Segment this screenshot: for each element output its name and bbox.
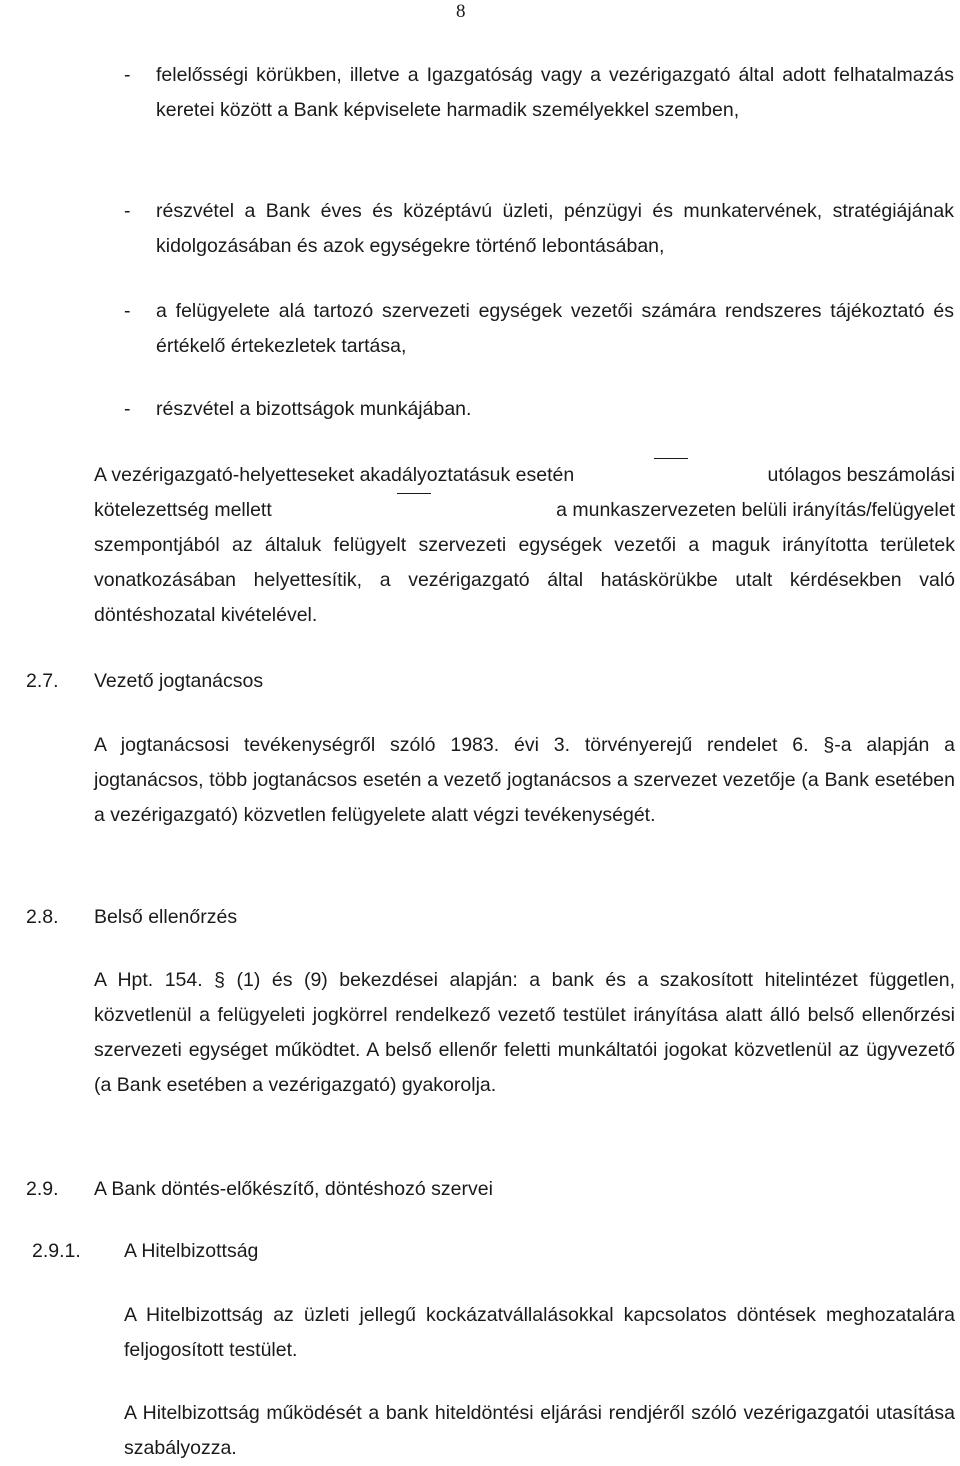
list-item-text: részvétel a Bank éves és középtávú üzleti, pénzügyi és munkatervének, stratégiájának kidolgozásában és azok egységekre történő lebontásában, bbox=[156, 200, 954, 257]
section-title: Belső ellenőrzés bbox=[94, 906, 238, 928]
section-paragraph: A jogtanácsosi tevékenységről szóló 1983. évi 3. törvényerejű rendelet 6. §-a alapján a jogtanácsos, több jogtanácsos esetén a vezető jogtanácsos a szervezet vezetője (a Bank esetében a vezérigazgató) közvetlen felügyelete alatt végzi tevékenységét. bbox=[94, 734, 955, 826]
paragraph-text: A vezérigazgató-helyetteseket akadályoztatásuk esetén bbox=[94, 464, 575, 486]
section-title: A Hitelbizottság bbox=[124, 1240, 259, 1262]
paragraph-text: szempontjából az általuk felügyelt szervezeti egységek vezetői a maguk irányította területek vonatkozásában helyettesítik, a vezérigazgató által hatáskörükbe utalt kérdésekben való döntéshozatal kivételével. bbox=[94, 534, 955, 626]
list-item-text: a felügyelete alá tartozó szervezeti egységek vezetői számára rendszeres tájékoztató és értékelő értekezletek tartása, bbox=[156, 300, 954, 357]
list-bullet: - bbox=[124, 300, 131, 322]
paragraph-line bbox=[94, 493, 955, 528]
paragraph-text: a munkaszervezeten belüli irányítás/felügyelet bbox=[556, 499, 955, 521]
section-number: 2.8. bbox=[26, 906, 59, 928]
page-number: 8 bbox=[456, 1, 466, 22]
list-item bbox=[124, 194, 954, 264]
list-item bbox=[124, 392, 954, 427]
list-item-text: részvétel a bizottságok munkájában. bbox=[156, 398, 472, 420]
dash-mark bbox=[397, 493, 431, 528]
paragraph-text: utólagos beszámolási bbox=[767, 464, 955, 486]
section-number: 2.9. bbox=[26, 1178, 59, 1200]
section-paragraph: A Hpt. 154. § (1) és (9) bekezdései alapján: a bank és a szakosított hitelintézet független, közvetlenül a felügyeleti jogkörrel rendelkező vezető testület irányítása alatt álló belső ellenőrzési szervezeti egységet működtet. A belső ellenőr feletti munkáltatói jogokat közvetlenül az ügyvezető (a Bank esetében a vezérigazgató) gyakorolja. bbox=[94, 969, 955, 1096]
section-number: 2.7. bbox=[26, 670, 59, 692]
section-paragraph: A Hitelbizottság működését a bank hiteldöntési eljárási rendjéről szóló vezérigazgatói utasítása szabályozza. bbox=[124, 1402, 955, 1459]
section-paragraph: A Hitelbizottság az üzleti jellegű kockázatvállalásokkal kapcsolatos döntések meghozatalára feljogosított testület. bbox=[124, 1304, 955, 1361]
list-bullet: - bbox=[124, 64, 131, 86]
section-number: 2.9.1. bbox=[32, 1240, 81, 1262]
list-item-text: felelősségi körükben, illetve a Igazgatóság vagy a vezérigazgató által adott felhatalmazás keretei között a Bank képviselete harmadik személyekkel szemben, bbox=[156, 64, 954, 121]
paragraph-line bbox=[94, 458, 955, 493]
paragraph-deputies bbox=[94, 458, 955, 633]
section-title: Vezető jogtanácsos bbox=[94, 670, 264, 692]
list-item bbox=[124, 294, 954, 364]
list-item bbox=[124, 58, 954, 128]
dash-mark bbox=[654, 458, 688, 493]
paragraph-text: kötelezettség mellett bbox=[94, 499, 272, 521]
section-title: A Bank döntés-előkészítő, döntéshozó szervei bbox=[94, 1178, 493, 1200]
list-bullet: - bbox=[124, 398, 131, 420]
list-bullet: - bbox=[124, 200, 131, 222]
